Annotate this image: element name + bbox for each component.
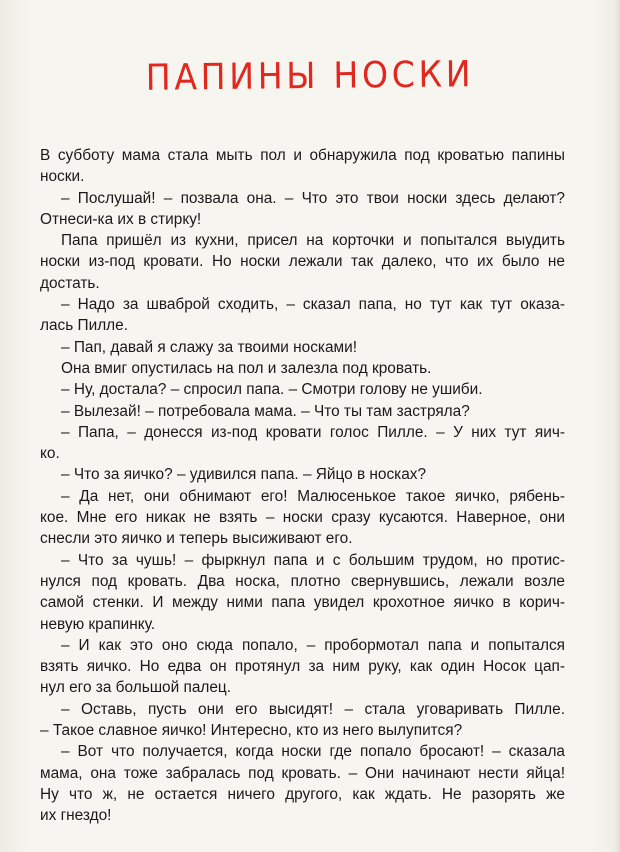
text-line: кое. Мне его никак не взять – носки сразу кусаются. Наверное, они xyxy=(40,509,565,527)
text-line: – Оставь, пусть они его высидят! – стала уговаривать Пилле. xyxy=(61,700,565,718)
text-line: нулся под кровать. Два носка, плотно свернувшись, лежали возле xyxy=(40,572,565,590)
text-line: – Что за чушь! – фыркнул папа и с большим трудом, но протис- xyxy=(61,551,565,569)
text-line: носки. xyxy=(40,168,85,186)
text-line: – Что за яичко? – удивился папа. – Яйцо в носках? xyxy=(61,466,427,484)
text-line: лась Пилле. xyxy=(40,317,128,335)
story-text xyxy=(40,145,565,827)
text-line: – Надо за шваброй сходить, – сказал папа, но тут как тут оказа- xyxy=(61,296,565,314)
text-line: – Папа, – донесся из-под кровати голос Пилле. – У них тут яич- xyxy=(61,423,565,441)
text-line: Отнеси-ка их в стирку! xyxy=(40,210,202,228)
text-line: – Ну, достала? – спросил папа. – Смотри голову не ушиби. xyxy=(61,381,483,399)
text-line: носки из-под кровати. Но носки лежали так далеко, что их было не xyxy=(40,253,565,271)
text-line: самой стенки. И между ними папа увидел крохотное яичко в корич- xyxy=(40,594,565,612)
text-line: – И как это оно сюда попало, – пробормотал папа и попытался xyxy=(61,636,565,654)
text-line: Ну что ж, не остается ничего другого, как ждать. Не разорять же xyxy=(40,785,565,803)
text-line: взять яичко. Но едва он протянул за ним руку, как один Носок цап- xyxy=(40,658,565,676)
text-line: невую крапинку. xyxy=(40,615,156,633)
text-line: достать. xyxy=(40,274,100,292)
text-line: – Вылезай! – потребовала мама. – Что ты там застряла? xyxy=(61,402,470,420)
text-line: Папа пришёл из кухни, присел на корточки и попытался выудить xyxy=(61,232,565,250)
text-line: Она вмиг опустилась на пол и залезла под кровать. xyxy=(61,359,432,377)
text-line: их гнездо! xyxy=(40,807,112,825)
text-line: – Послушай! – позвала она. – Что это твои носки здесь делают? xyxy=(61,189,565,207)
text-line: – Да нет, они обнимают его! Малюсенькое такое яичко, рябень- xyxy=(61,487,565,505)
page-edge-shadow xyxy=(614,0,620,852)
text-line: В субботу мама стала мыть пол и обнаружила под кроватью папины xyxy=(40,147,565,164)
story-title: ПАПИНЫ НОСКИ xyxy=(145,54,475,99)
text-line: – Вот что получается, когда носки где попало бросают! – сказала xyxy=(61,743,565,761)
text-line: нул его за большой палец. xyxy=(40,679,232,697)
text-line: мама, она тоже забралась под кровать. – Они начинают нести яйца! xyxy=(40,764,565,782)
text-line: снесли это яичко и теперь высиживают его. xyxy=(40,530,353,548)
text-line: ко. xyxy=(40,445,60,463)
text-line: – Пап, давай я слажу за твоими носками! xyxy=(61,338,357,356)
text-line: – Такое славное яичко! Интересно, кто из него вылупится? xyxy=(40,722,463,740)
